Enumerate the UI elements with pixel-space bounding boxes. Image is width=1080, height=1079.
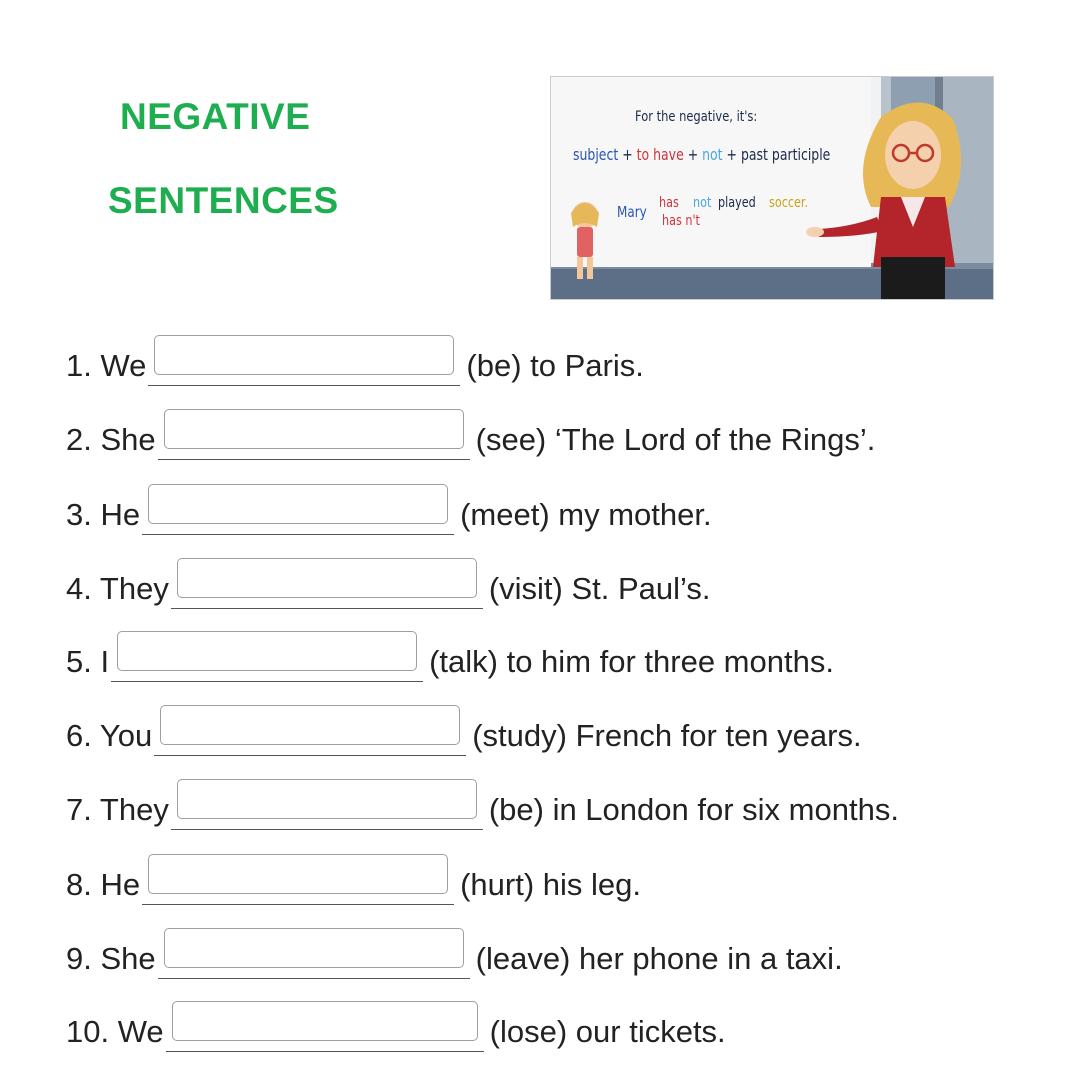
exercise-text: (meet) my mother. [460, 497, 712, 532]
exercise-row-8 [66, 859, 641, 905]
exercise-row-6 [66, 710, 862, 756]
example-hasnt: has n't [662, 213, 700, 229]
exercise-text: (be) in London for six months. [488, 792, 899, 827]
answer-input-5[interactable] [117, 631, 417, 671]
answer-input-4[interactable] [177, 558, 477, 598]
exercise-prefix: 10. We [66, 1014, 164, 1049]
example-has: has [659, 195, 679, 211]
title-line-2: SENTENCES [108, 180, 339, 221]
exercise-row-10 [66, 1006, 726, 1052]
answer-blank [142, 490, 454, 535]
exercise-text: (study) French for ten years. [472, 718, 862, 753]
exercise-text: (leave) her phone in a taxi. [475, 941, 843, 976]
answer-blank [166, 1007, 484, 1052]
answer-input-3[interactable] [148, 484, 448, 524]
exercise-text: (see) ‘The Lord of the Rings’. [475, 422, 876, 457]
grammar-illustration [550, 76, 994, 300]
answer-blank [148, 341, 460, 386]
formula-not: not [702, 145, 723, 164]
exercise-text: (be) to Paris. [466, 348, 644, 383]
exercise-row-7 [66, 784, 899, 830]
formula-past-participle: past participle [740, 145, 831, 164]
example-soccer: soccer. [769, 195, 809, 211]
answer-input-7[interactable] [177, 779, 477, 819]
answer-input-9[interactable] [164, 928, 464, 968]
exercise-text: (hurt) his leg. [460, 867, 642, 902]
example-name: Mary [617, 203, 647, 221]
answer-input-8[interactable] [148, 854, 448, 894]
exercise-text: (talk) to him for three months. [429, 644, 834, 679]
exercise-prefix: 6. You [66, 718, 153, 753]
answer-blank [154, 711, 466, 756]
answer-input-1[interactable] [154, 335, 454, 375]
answer-input-2[interactable] [164, 409, 464, 449]
formula-plus-3: + [722, 145, 741, 164]
exercise-row-2 [66, 414, 875, 460]
formula-to-have: to have [636, 145, 684, 164]
answer-input-10[interactable] [172, 1001, 478, 1041]
illustration-heading: For the negative, it's: [635, 109, 758, 125]
answer-blank [158, 934, 470, 979]
exercise-prefix: 8. He [66, 867, 141, 902]
formula-plus-2: + [683, 145, 703, 164]
illustration-formula [573, 145, 830, 164]
exercise-row-5 [66, 636, 834, 682]
answer-blank [171, 785, 483, 830]
exercise-prefix: 7. They [66, 792, 169, 827]
exercise-prefix: 5. I [66, 644, 110, 679]
exercise-text: (lose) our tickets. [489, 1014, 726, 1049]
exercise-prefix: 2. She [66, 422, 156, 457]
example-played: played [718, 195, 756, 211]
formula-plus-1: + [618, 145, 637, 164]
illustration-artwork [551, 77, 993, 299]
exercise-row-1 [66, 340, 644, 386]
answer-input-6[interactable] [160, 705, 460, 745]
answer-blank [142, 860, 454, 905]
answer-blank [111, 637, 423, 682]
answer-blank [171, 564, 483, 609]
title-line-1: NEGATIVE [120, 96, 311, 137]
exercise-prefix: 4. They [66, 571, 169, 606]
answer-blank [158, 415, 470, 460]
exercise-row-9 [66, 933, 843, 979]
exercise-row-3 [66, 489, 712, 535]
exercise-prefix: 1. We [66, 348, 147, 383]
exercise-row-4 [66, 563, 710, 609]
formula-subject: subject [573, 145, 619, 164]
example-not: not [693, 195, 712, 211]
exercise-prefix: 9. She [66, 941, 156, 976]
exercise-prefix: 3. He [66, 497, 141, 532]
exercise-text: (visit) St. Paul’s. [488, 571, 711, 606]
